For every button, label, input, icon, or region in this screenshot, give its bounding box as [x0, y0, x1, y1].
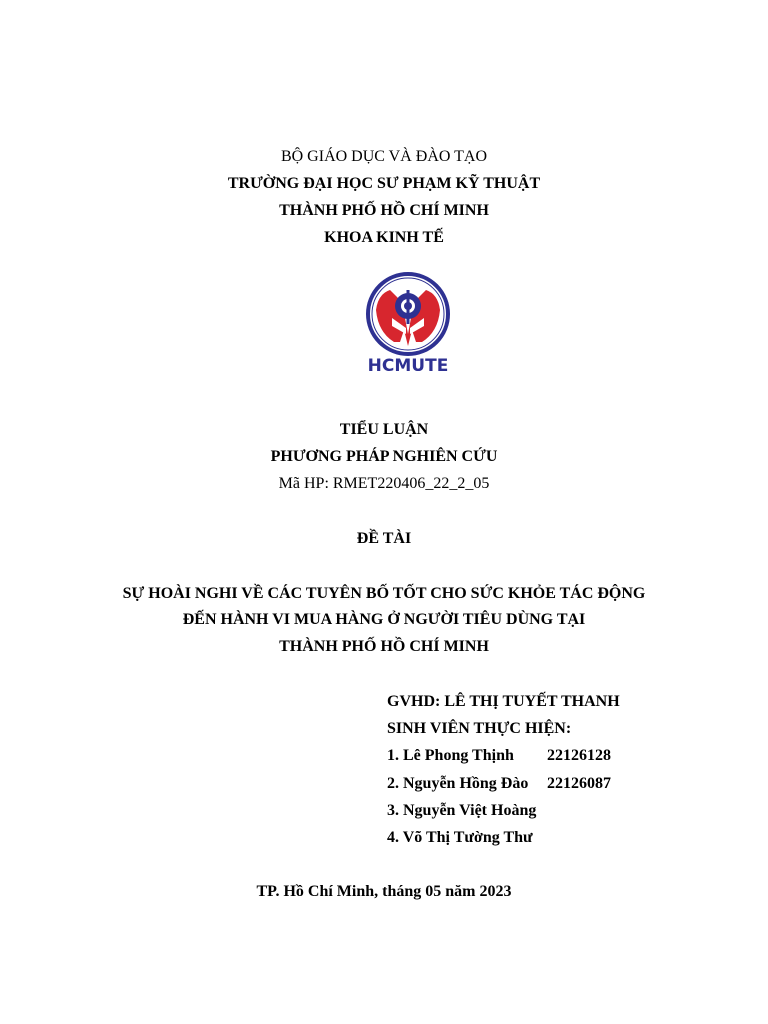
logo-text: HCMUTE	[367, 356, 449, 376]
student-row	[387, 774, 611, 794]
student-name: 3. Nguyễn Việt Hoàng	[387, 802, 537, 819]
student-name: 4. Võ Thị Tường Thư	[387, 829, 533, 846]
course-name: PHƯƠNG PHÁP NGHIÊN CỨU	[270, 448, 498, 465]
advisor: GVHD: LÊ THỊ TUYẾT THANH	[387, 693, 620, 710]
student-row	[387, 828, 533, 848]
topic-line-2: ĐẾN HÀNH VI MUA HÀNG Ở NGƯỜI TIÊU DÙNG TẠI	[182, 611, 586, 628]
topic-line-3: THÀNH PHỐ HỒ CHÍ MINH	[279, 638, 489, 655]
place-date: TP. Hồ Chí Minh, tháng 05 năm 2023	[256, 883, 512, 900]
course-code: Mã HP: RMET220406_22_2_05	[278, 475, 490, 492]
ministry-name: BỘ GIÁO DỤC VÀ ĐÀO TẠO	[280, 148, 488, 165]
faculty-name: KHOA KINH TẾ	[324, 229, 444, 246]
students-label: SINH VIÊN THỰC HIỆN:	[387, 720, 572, 737]
student-name: 2. Nguyễn Hồng Đào	[387, 775, 529, 792]
student-row	[387, 801, 536, 821]
university-city: THÀNH PHỐ HỒ CHÍ MINH	[279, 202, 489, 219]
university-name: TRƯỜNG ĐẠI HỌC SƯ PHẠM KỸ THUẬT	[227, 175, 541, 192]
student-id: 22126087	[547, 775, 611, 792]
student-row	[387, 746, 611, 766]
topic-label: ĐỀ TÀI	[356, 530, 412, 547]
student-name: 1. Lê Phong Thịnh	[387, 747, 514, 764]
student-id: 22126128	[547, 747, 611, 764]
essay-type: TIỂU LUẬN	[339, 421, 429, 438]
topic-line-1: SỰ HOÀI NGHI VỀ CÁC TUYÊN BỐ TỐT CHO SỨC KHỎE TÁC ĐỘNG	[122, 585, 646, 602]
hcmute-logo	[362, 272, 454, 376]
